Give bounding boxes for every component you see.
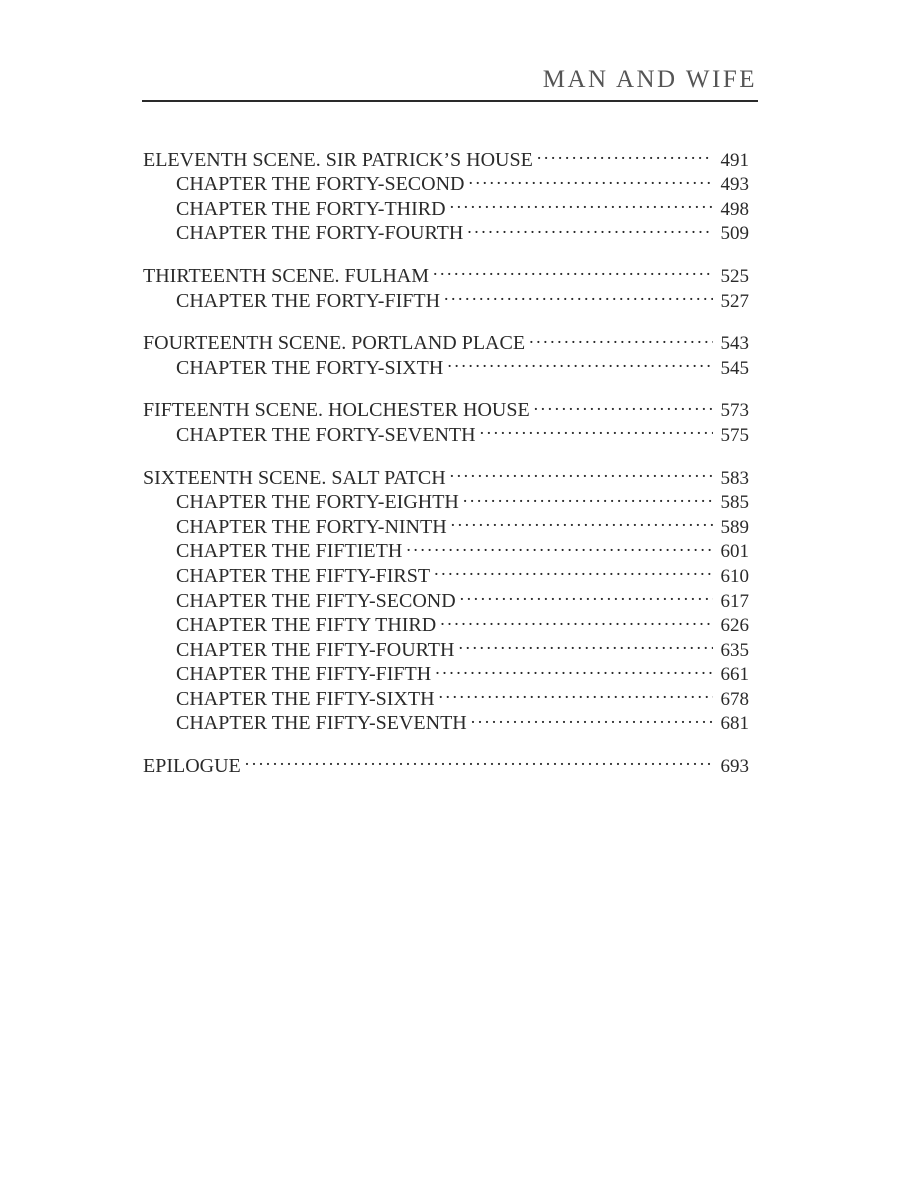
dot-leader [439, 680, 713, 705]
page-number: 635 [720, 639, 749, 661]
toc-section [143, 459, 749, 735]
chapter-title: CHAPTER THE FORTY-FOURTH [176, 222, 464, 245]
chapter-title: CHAPTER THE FORTY-SECOND [176, 173, 465, 196]
dot-leader [471, 705, 713, 730]
page-number: 543 [720, 333, 749, 355]
dot-leader [434, 557, 713, 582]
page-number: 509 [720, 223, 749, 245]
page-number: 678 [720, 688, 749, 710]
toc-scene-entry [143, 257, 749, 287]
dot-leader [451, 508, 713, 533]
page-number: 575 [720, 424, 749, 446]
chapter-title: CHAPTER THE FIFTY-SEVENTH [176, 712, 467, 735]
chapter-title: CHAPTER THE FORTY-EIGHTH [176, 491, 459, 514]
page-number: 681 [720, 713, 749, 735]
dot-leader [435, 656, 713, 681]
page-number: 661 [720, 664, 749, 686]
dot-leader [537, 141, 713, 166]
header-rule [142, 100, 758, 102]
chapter-title: CHAPTER THE FORTY-SIXTH [176, 356, 444, 379]
dot-leader [450, 459, 713, 484]
dot-leader [433, 257, 713, 282]
toc-scene-entry [143, 392, 749, 422]
page-number: 589 [720, 516, 749, 538]
chapter-title: CHAPTER THE FIFTIETH [176, 540, 403, 563]
scene-title: FIFTEENTH SCENE. HOLCHESTER HOUSE [143, 399, 530, 422]
page-number: 573 [720, 400, 749, 422]
dot-leader [444, 282, 713, 307]
dot-leader [447, 349, 713, 374]
dot-leader [245, 747, 713, 772]
dot-leader [534, 392, 713, 417]
scene-title: ELEVENTH SCENE. SIR PATRICK’S HOUSE [143, 148, 533, 171]
chapter-title: CHAPTER THE FORTY-NINTH [176, 515, 447, 538]
dot-leader [458, 631, 713, 656]
chapter-title: CHAPTER THE FIFTY-FIRST [176, 564, 431, 587]
scene-title: SIXTEENTH SCENE. SALT PATCH [143, 466, 446, 489]
page-number: 601 [720, 541, 749, 563]
dot-leader [463, 484, 713, 509]
dot-leader [480, 416, 713, 441]
dot-leader [467, 215, 713, 240]
dot-leader [450, 190, 713, 215]
toc-scene-entry [143, 325, 749, 355]
page-number: 525 [720, 265, 749, 287]
page-number: 626 [720, 615, 749, 637]
page-number: 493 [720, 174, 749, 196]
dot-leader [529, 325, 713, 350]
scene-title: EPILOGUE [143, 755, 241, 778]
toc-section [143, 392, 749, 446]
toc-section [143, 747, 749, 778]
chapter-title: CHAPTER THE FORTY-SEVENTH [176, 423, 476, 446]
table-of-contents [143, 141, 749, 790]
toc-section [143, 325, 749, 379]
running-head: MAN AND WIFE [542, 66, 757, 93]
toc-scene-entry [143, 747, 749, 778]
page-number: 491 [720, 149, 749, 171]
dot-leader [406, 533, 713, 558]
toc-scene-entry [143, 141, 749, 171]
toc-scene-entry [143, 459, 749, 489]
page-number: 583 [720, 467, 749, 489]
dot-leader [468, 166, 713, 191]
chapter-title: CHAPTER THE FIFTY-SECOND [176, 589, 456, 612]
page-number: 693 [720, 756, 749, 778]
dot-leader [440, 607, 713, 632]
toc-section [143, 141, 749, 245]
toc-section [143, 257, 749, 312]
chapter-title: CHAPTER THE FORTY-THIRD [176, 197, 446, 220]
scene-title: FOURTEENTH SCENE. PORTLAND PLACE [143, 332, 526, 355]
page-number: 617 [720, 590, 749, 612]
chapter-title: CHAPTER THE FIFTY-FOURTH [176, 638, 455, 661]
page-number: 610 [720, 565, 749, 587]
chapter-title: CHAPTER THE FIFTY THIRD [176, 614, 437, 637]
chapter-title: CHAPTER THE FORTY-FIFTH [176, 289, 441, 312]
chapter-title: CHAPTER THE FIFTY-FIFTH [176, 663, 432, 686]
scene-title: THIRTEENTH SCENE. FULHAM [143, 264, 430, 287]
page-number: 498 [720, 198, 749, 220]
page-number: 585 [720, 492, 749, 514]
chapter-title: CHAPTER THE FIFTY-SIXTH [176, 687, 435, 710]
dot-leader [460, 582, 713, 607]
page-number: 545 [720, 357, 749, 379]
page-number: 527 [720, 290, 749, 312]
